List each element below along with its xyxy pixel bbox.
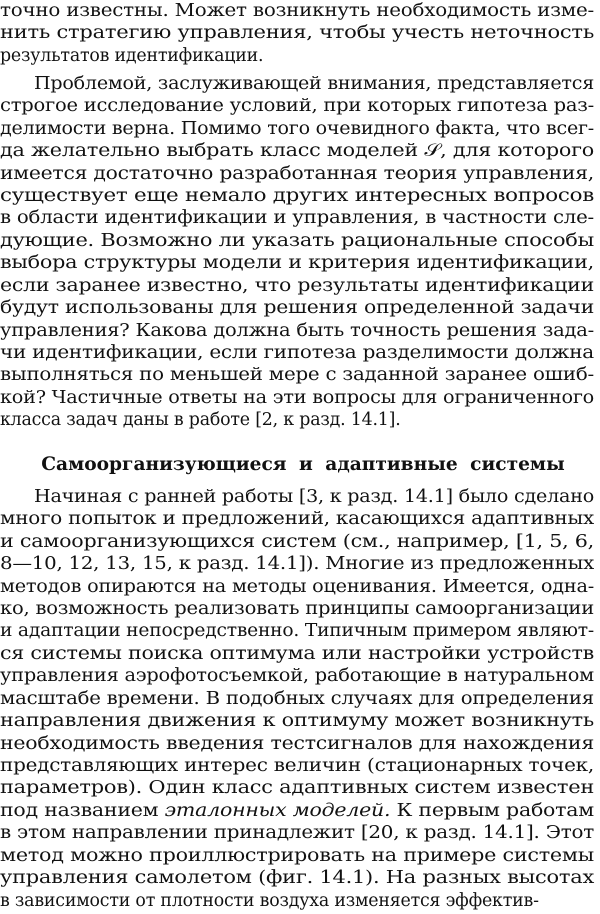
- text-line-content: выбора структуры модели и критерия идентификации,: [0, 253, 595, 274]
- italic-term: эталонных моделей.: [164, 800, 391, 821]
- text-line: [0, 665, 600, 687]
- text-line: [0, 890, 600, 912]
- text-line-content: ся системы поиска оптимума или настройки устройств: [0, 643, 595, 664]
- text-line-content: управления самолетом (фиг. 14.1). На разных высотах: [0, 868, 595, 889]
- text-line: [0, 486, 600, 508]
- section-heading-text: Самоорганизующиеся и адаптивные системы: [41, 454, 565, 476]
- text-line-content: результатов идентификации.: [0, 45, 264, 66]
- text-line: [0, 73, 600, 95]
- text-line: [0, 409, 600, 431]
- text-line: [0, 710, 600, 732]
- text-line-content: нить стратегию управления, чтобы учесть неточность: [0, 23, 595, 44]
- text-line: [0, 598, 600, 620]
- text-line: [0, 620, 600, 642]
- text-line: [0, 508, 600, 530]
- text-line: [0, 576, 600, 598]
- text-line-content: в этом направлении принадлежит [20, к разд. 14.1]. Этот: [0, 823, 595, 844]
- text-line: [0, 140, 600, 162]
- text-line-content: класса задач даны в работе [2, к разд. 14.1].: [0, 410, 401, 431]
- text-line-content: строгое исследование условий, при которых гипотеза раз-: [0, 96, 595, 117]
- text-line: [0, 45, 600, 67]
- text-line-content: масштабе времени. В подобных случаях для определения: [0, 688, 594, 709]
- text-line-content: управления? Какова должна быть точность решения зада-: [0, 320, 594, 341]
- text-line-content: представляющих интерес величин (стационарных точек,: [0, 756, 595, 777]
- text-line-content: Проблемой, заслуживающей внимания, представляется: [34, 73, 595, 94]
- text-line-content: методов опираются на методы оценивания. Имеется, одна-: [0, 576, 594, 597]
- text-line: [0, 822, 600, 844]
- text-line-content: имеется достаточно разработанная теория управления,: [0, 163, 595, 184]
- text-line-content: чи идентификации, если гипотеза разделимости должна: [0, 343, 594, 363]
- text-line: [0, 387, 600, 409]
- text-line-content: ко, возможность реализовать принципы самоорганизации: [0, 599, 594, 620]
- text-line-content: управления аэрофотосъемкой, работающие в натуральном: [0, 666, 594, 687]
- text-line-content: и адаптации непосредственно. Типичным примером являют-: [0, 621, 594, 642]
- section-heading: [0, 452, 600, 480]
- text-line: [0, 118, 600, 140]
- text-line-content: много попыток и предложений, касающихся адаптивных: [0, 509, 595, 530]
- text-line-content: да желательно выбрать класс моделей 𝒮, для которого: [0, 141, 595, 162]
- text-line: [0, 95, 600, 117]
- text-line-content: точно известны. Может возникнуть необходимость изме-: [0, 1, 595, 21]
- text-line-content: кой? Частичные ответы на эти вопросы для ограниченного: [0, 387, 595, 408]
- text-line-content: в зависимости от плотности воздуха изменяется эффектив-: [0, 890, 539, 911]
- text-line-content: делимости верна. Помимо того очевидного факта, что всег-: [0, 118, 594, 139]
- text-line: [0, 0, 600, 22]
- text-line: [0, 364, 600, 386]
- text-line: [0, 800, 600, 822]
- text-line-content: параметров). Один класс адаптивных систем известен: [0, 778, 595, 799]
- text-line-content: метод можно проиллюстрировать на примере системы: [0, 845, 595, 866]
- text-plain: К первым работам: [390, 800, 594, 821]
- text-line: [0, 733, 600, 755]
- text-line: [0, 688, 600, 710]
- text-line: [0, 643, 600, 665]
- text-line: [0, 230, 600, 252]
- text-line-content: существует еще немало других интересных вопросов: [0, 186, 594, 207]
- text-line-content: необходимость введения тестсигналов для нахождения: [0, 733, 595, 754]
- text-line-content: [0, 800, 594, 822]
- text-line: [0, 342, 600, 364]
- text-line-content: 8—10, 12, 13, 15, к разд. 14.1]). Многие из предложенных: [0, 554, 594, 575]
- text-line: [0, 22, 600, 44]
- text-line-content: направления движения к оптимуму может возникнуть: [0, 711, 594, 732]
- text-line: [0, 320, 600, 342]
- text-line: [0, 252, 600, 274]
- text-line: [0, 297, 600, 319]
- text-line: [0, 845, 600, 867]
- text-line-content: и самоорганизующихся систем (см., например, [1, 5, 6,: [0, 531, 595, 552]
- text-line: [0, 275, 600, 297]
- text-line: [0, 185, 600, 207]
- text-line: [0, 531, 600, 553]
- text-line: [0, 163, 600, 185]
- text-line: [0, 777, 600, 799]
- text-line-content: если заранее известно, что результаты идентификации: [0, 275, 594, 296]
- text-line: [0, 207, 600, 229]
- text-line: [0, 867, 600, 889]
- text-line-content: дующие. Возможно ли указать рациональные способы: [0, 230, 595, 251]
- text-line-content: будут использованы для решения определенной задачи: [0, 298, 595, 319]
- text-line-content: выполняться по меньшей мере с заданной заранее ошиб-: [0, 365, 594, 386]
- text-line-content: в области идентификации и управления, в частности сле-: [0, 208, 594, 229]
- text-line: [0, 553, 600, 575]
- text-line-content: Начиная с ранней работы [3, к разд. 14.1] было сделано: [34, 486, 594, 507]
- text-plain: под названием: [0, 800, 165, 821]
- text-line: [0, 755, 600, 777]
